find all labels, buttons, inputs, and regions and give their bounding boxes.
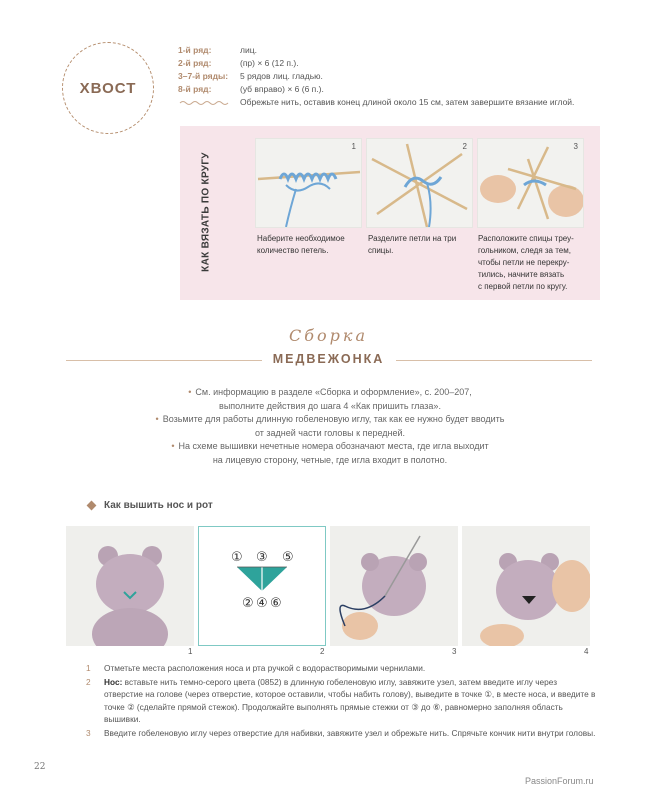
tail-badge-label: ХВОСТ bbox=[79, 79, 137, 97]
tail-row bbox=[178, 44, 574, 57]
watermark: PassionForum.ru bbox=[525, 776, 594, 786]
row-label: 8-й ряд: bbox=[178, 84, 212, 94]
photo-number: 4 bbox=[584, 647, 589, 656]
row-text: (уб вправо) × 6 (6 п.). bbox=[240, 84, 324, 94]
needle-with-stitches-illustration bbox=[256, 139, 362, 228]
round-photo-3 bbox=[477, 138, 584, 228]
bullet-dot-icon: • bbox=[171, 441, 175, 451]
needle-through-head-illustration bbox=[330, 526, 458, 646]
step-text bbox=[104, 662, 425, 675]
step-text bbox=[104, 727, 595, 740]
row-text: 5 рядов лиц. гладью. bbox=[240, 71, 323, 81]
caption-line: тились, начните вязать bbox=[478, 270, 565, 279]
round-photo-1 bbox=[255, 138, 362, 228]
assembly-script-title: Сборка bbox=[289, 326, 368, 345]
tail-rows bbox=[178, 44, 574, 109]
step-body: вставьте нить темно-серого цвета (0852) в длинную гобеленовую иглу, завяжите узел, затем введите иглу через отверстие на голове (через отверстие, которое оставили, чтобы набить голову), выведите в точке ①, в месте носа, и введите в точке ② (сделайте прямой стежок). Продолжайте выполнять прямые стежки от ③ до ⑥, равномерно заполняя область вышивки. bbox=[104, 676, 596, 724]
photo-number: 2 bbox=[320, 647, 325, 656]
embroidery-subtitle bbox=[88, 500, 213, 511]
step-item bbox=[86, 727, 596, 740]
round-caption-2 bbox=[368, 233, 456, 257]
finished-nose-illustration bbox=[462, 526, 590, 646]
row-label: 2-й ряд: bbox=[178, 58, 212, 68]
page-number: 22 bbox=[34, 762, 46, 772]
point-4-label: ④ bbox=[256, 596, 268, 611]
point-5-label: ⑤ bbox=[282, 550, 294, 565]
point-2-label: ② bbox=[242, 596, 254, 611]
tail-row bbox=[178, 70, 574, 83]
caption-line: спицы. bbox=[368, 246, 394, 255]
step-number: 3 bbox=[86, 727, 91, 738]
assembly-bullets bbox=[60, 386, 600, 467]
bullet-item bbox=[60, 386, 600, 413]
round-caption-1 bbox=[257, 233, 345, 257]
three-needles-illustration bbox=[367, 139, 473, 228]
round-photo-2 bbox=[366, 138, 473, 228]
bullet-line: от задней части головы к передней. bbox=[254, 427, 406, 438]
bullet-item bbox=[60, 413, 600, 440]
bullet-line: На схеме вышивки нечетные номера обозначают места, где игла выходит bbox=[178, 441, 489, 451]
point-3-label: ③ bbox=[256, 550, 268, 565]
row-text: (пр) × 6 (12 п.). bbox=[240, 58, 299, 68]
bullet-dot-icon: • bbox=[155, 414, 159, 424]
step-item bbox=[86, 662, 596, 675]
row-label: 3–7-й ряды: bbox=[178, 71, 229, 81]
row-label: 1-й ряд: bbox=[178, 45, 212, 55]
assembly-title: МЕДВЕЖОНКА bbox=[272, 352, 385, 366]
nose-stitch-diagram bbox=[199, 527, 324, 644]
caption-line: с первой петли по кругу. bbox=[478, 282, 568, 291]
bullet-line: на лицевую сторону, четные, где игла входит в полотно. bbox=[212, 454, 448, 465]
photo-number: 1 bbox=[351, 142, 356, 151]
point-6-label: ⑥ bbox=[270, 596, 282, 611]
wave-divider-icon bbox=[178, 98, 240, 108]
caption-line: чтобы петли не перекру- bbox=[478, 258, 570, 267]
caption-line: Разделите петли на три bbox=[368, 234, 457, 243]
bullet-dot-icon: • bbox=[188, 387, 192, 397]
tail-row bbox=[178, 57, 574, 70]
diamond-icon bbox=[87, 501, 97, 511]
step-number: 1 bbox=[86, 663, 91, 673]
finish-text: Обрежьте нить, оставив конец длиной около 15 см, затем завершите вязание иглой. bbox=[240, 97, 575, 107]
bullet-line: выполните действия до шага 4 «Как пришить глаза». bbox=[219, 400, 441, 411]
step-lead: Нос: bbox=[104, 676, 123, 687]
caption-line: количество петель. bbox=[257, 246, 329, 255]
bear-front-illustration bbox=[66, 526, 194, 646]
caption-line: Расположите спицы треу- bbox=[478, 234, 574, 243]
photo-number: 1 bbox=[188, 647, 193, 656]
step-item bbox=[86, 676, 596, 726]
bullet-line: Возьмите для работы длинную гобеленовую иглу, так как ее нужно будет вводить bbox=[162, 414, 505, 424]
point-1-label: ① bbox=[231, 550, 243, 565]
bear-photo-1 bbox=[66, 526, 194, 646]
step-text bbox=[104, 676, 596, 726]
bullet-line: См. информацию в разделе «Сборка и оформление», с. 200–207, bbox=[195, 387, 472, 397]
caption-line: Наберите необходимое bbox=[257, 234, 345, 243]
photo-number: 2 bbox=[462, 142, 467, 151]
tail-badge bbox=[62, 42, 154, 134]
tail-row bbox=[178, 83, 574, 96]
step-body: Введите гобеленовую иглу через отверстие для набивки, завяжите узел и обрежьте нить. Спрячьте кончик нити внутри головы. bbox=[104, 727, 596, 738]
photo-number: 3 bbox=[452, 647, 457, 656]
bear-photo-3 bbox=[330, 526, 458, 646]
step-number: 2 bbox=[86, 676, 91, 687]
row-text: лиц. bbox=[240, 45, 257, 55]
step-body: Отметьте места расположения носа и рта ручкой с водорастворимыми чернилами. bbox=[104, 663, 426, 673]
embroidery-steps bbox=[86, 662, 596, 740]
tail-finish bbox=[178, 96, 574, 109]
caption-line: гольником, следя за тем, bbox=[478, 246, 571, 255]
round-knitting-title bbox=[188, 134, 224, 290]
round-caption-3 bbox=[478, 233, 574, 293]
bullet-item bbox=[60, 440, 600, 467]
hands-knitting-illustration bbox=[478, 139, 584, 228]
photo-number: 3 bbox=[573, 142, 578, 151]
subtitle-text: Как вышить нос и рот bbox=[104, 500, 213, 511]
round-title-text: КАК ВЯЗАТЬ ПО КРУГУ bbox=[200, 152, 212, 272]
embroidery-diagram bbox=[198, 526, 326, 646]
bear-photo-4 bbox=[462, 526, 590, 646]
